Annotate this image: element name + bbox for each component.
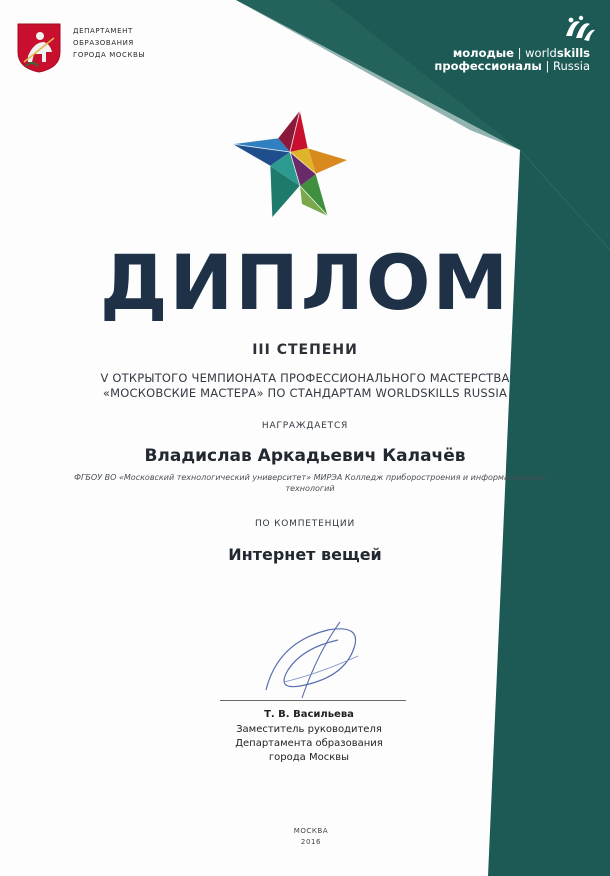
competence-label: ПО КОМПЕТЕНЦИИ <box>254 519 355 529</box>
organization-line-1: ФГБОУ ВО «Московский технологический университет» МИРЭА Колледж приборостроения и информационных <box>74 473 546 482</box>
signature-line <box>220 700 406 701</box>
department-name <box>73 25 145 61</box>
diploma-title: ДИПЛОМ <box>99 238 511 327</box>
diploma-degree: III СТЕПЕНИ <box>252 342 358 358</box>
worldskills-line-1: молодые | worldskills <box>452 46 590 60</box>
worldskills-hands-icon <box>562 14 596 44</box>
position-line-3: города Москвы <box>268 752 350 763</box>
worldskills-line-2: профессионалы | Russia <box>434 59 590 73</box>
organization-line-2: технологий <box>285 484 335 493</box>
department-line-1: ДЕПАРТАМЕНТ <box>73 27 133 35</box>
moscow-coat-of-arms-icon <box>16 22 62 74</box>
department-line-2: ОБРАЗОВАНИЯ <box>73 39 134 47</box>
worldskills-star-emblem <box>230 108 350 223</box>
position-line-2: Департамента образования <box>235 738 383 749</box>
recipient-name: Владислав Аркадьевич Калачёв <box>144 446 466 466</box>
signatory-position <box>0 723 610 765</box>
issue-city: МОСКВА <box>293 827 329 835</box>
worldskills-logo <box>420 14 600 72</box>
championship-description <box>0 371 610 401</box>
issue-place-date <box>0 826 610 848</box>
signatory-name: Т. В. Васильева <box>264 709 354 720</box>
department-line-3: ГОРОДА МОСКВЫ <box>73 51 146 59</box>
championship-line-2: «МОСКОВСКИЕ МАСТЕРА» ПО СТАНДАРТАМ WORLDSKILLS RUSSIA <box>102 386 508 400</box>
recipient-organization <box>60 472 560 494</box>
issue-year: 2016 <box>300 838 322 846</box>
awarded-label: НАГРАЖДАЕТСЯ <box>261 421 349 431</box>
handwritten-signature <box>258 612 378 704</box>
position-line-1: Заместитель руководителя <box>236 724 382 735</box>
championship-line-1: V ОТКРЫТОГО ЧЕМПИОНАТА ПРОФЕССИОНАЛЬНОГО МАСТЕРСТВА <box>100 371 510 385</box>
competence-name: Интернет вещей <box>228 545 382 564</box>
